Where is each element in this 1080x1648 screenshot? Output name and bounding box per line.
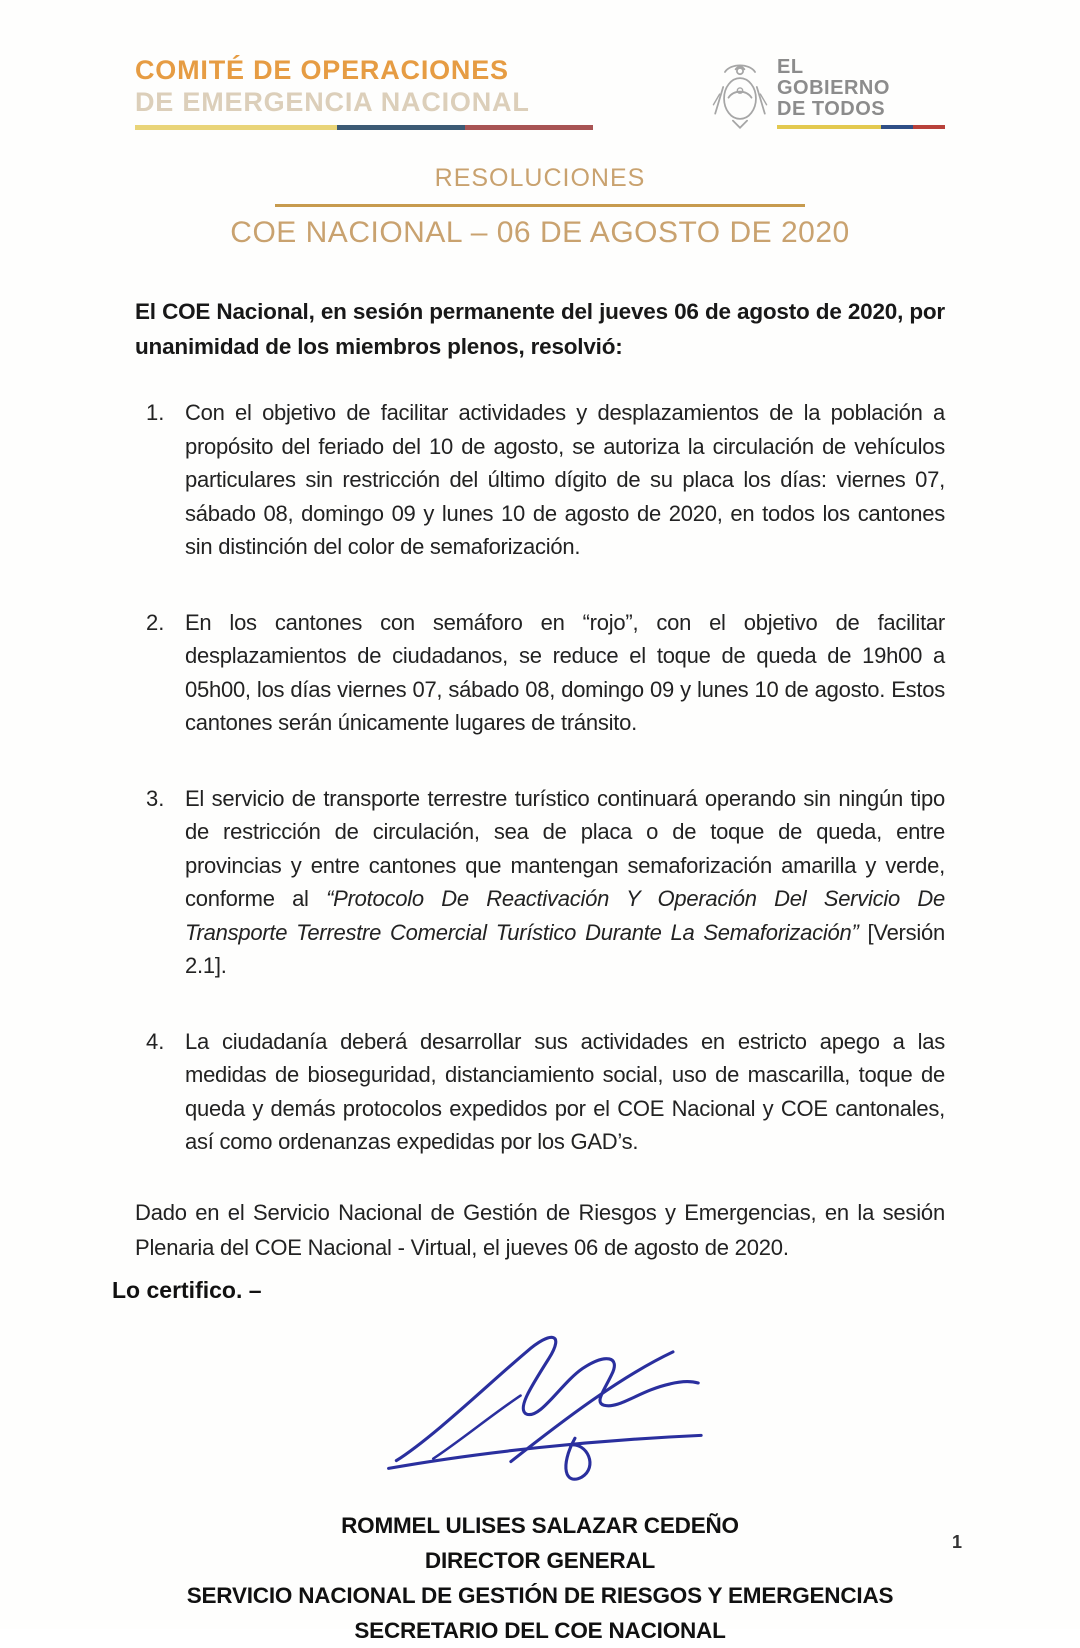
resolution-item-1 bbox=[135, 396, 945, 564]
resolution-text bbox=[185, 1025, 945, 1159]
gobierno-logo bbox=[709, 57, 945, 138]
resolution-number: 4. bbox=[146, 1028, 165, 1054]
resolution-1-body: Con el objetivo de facilitar actividades y desplazamientos de la población a propósito del feriado del 10 de agosto, se autoriza la circulación de vehículos particulares sin restricción del último dígito de su placa los días: viernes 07, sábado 08, domingo 09 y lunes 10 de agosto de 2020, en todos los cantones sin distinción del color de semaforización. bbox=[185, 400, 945, 559]
certify-line: Lo certifico. – bbox=[112, 1276, 262, 1303]
resolution-number: 2. bbox=[146, 609, 165, 635]
resolution-text bbox=[185, 396, 945, 564]
ecuador-coat-of-arms-icon bbox=[709, 57, 771, 138]
gobierno-line3: DE TODOS bbox=[777, 98, 886, 120]
gov-bar-blue bbox=[881, 125, 913, 129]
resolution-item-2 bbox=[135, 606, 945, 740]
signer-block bbox=[135, 1508, 945, 1648]
gov-bar-red bbox=[913, 125, 945, 129]
resolution-3-version: [Versión 2.1]. bbox=[185, 919, 945, 978]
resolution-text bbox=[185, 606, 945, 740]
resolution-2-body: En los cantones con semáforo en “rojo”, con el objetivo de facilitar desplazamientos de ciudadanos, se reduce el toque de queda de 19h00 a 05h00, los días viernes 07, sábado 08, domingo 09 y lunes 10 de agosto. Estos cantones serán únicamente lugares de tránsito. bbox=[185, 609, 945, 735]
signer-title-1: DIRECTOR GENERAL bbox=[424, 1547, 656, 1573]
gov-bar-yellow bbox=[777, 125, 881, 129]
tricolor-red bbox=[465, 125, 593, 130]
resolution-3-body: El servicio de transporte terrestre turístico continuará operando sin ningún tipo de restricción de circulación, sea de placa o de toque de queda, entre provincias y entre cantones que mantengan semaforización amarilla y verde, conforme al bbox=[185, 785, 945, 911]
signature-area bbox=[135, 1312, 945, 1484]
resolution-4-body: La ciudadanía deberá desarrollar sus actividades en estricto apego a las medidas de bioseguridad, distanciamiento social, uso de mascarilla, toque de queda y demás protocolos expedidos por el COE Nacional y COE cantonales, así como ordenanzas expedidas por los GAD’s. bbox=[185, 1028, 945, 1154]
document-title: RESOLUCIONES bbox=[434, 164, 646, 192]
intro-paragraph: El COE Nacional, en sesión permanente del jueves 06 de agosto de 2020, por unanimidad de los miembros plenos, resolvió: bbox=[135, 299, 945, 359]
closing-paragraph: Dado en el Servicio Nacional de Gestión de Riesgos y Emergencias, en la sesión Plenaria del COE Nacional - Virtual, el jueves 06 de agosto de 2020. bbox=[135, 1199, 945, 1260]
ecuador-tricolor-bar bbox=[135, 125, 593, 130]
gobierno-line2: GOBIERNO bbox=[777, 77, 890, 99]
coe-logo-line2: DE EMERGENCIA NACIONAL bbox=[135, 87, 530, 117]
resolution-number: 3. bbox=[146, 785, 165, 811]
title-rule bbox=[275, 204, 805, 207]
resolution-text bbox=[185, 782, 945, 983]
tricolor-blue bbox=[337, 125, 465, 130]
resolution-3-protocol-title: “Protocolo De Reactivación Y Operación Del Servicio De Transporte Terrestre Comercial Turístico Durante La Semaforización” bbox=[185, 886, 946, 945]
handwritten-signature bbox=[375, 1312, 705, 1484]
document-subtitle: COE NACIONAL – 06 DE AGOSTO DE 2020 bbox=[230, 216, 850, 249]
coe-logo-line1: COMITÉ DE OPERACIONES bbox=[135, 55, 509, 85]
gobierno-text bbox=[777, 57, 945, 120]
title-block bbox=[135, 164, 945, 250]
header bbox=[135, 55, 945, 138]
resolutions-list bbox=[135, 396, 945, 1159]
resolution-item-3 bbox=[135, 782, 945, 983]
resolution-number: 1. bbox=[146, 400, 165, 425]
signer-title-3: SECRETARIO DEL COE NACIONAL bbox=[354, 1617, 726, 1643]
gobierno-line1: EL bbox=[777, 56, 804, 78]
gobierno-tricolor-bar bbox=[777, 125, 945, 129]
page-number: 1 bbox=[952, 1532, 963, 1552]
coe-logo bbox=[135, 55, 605, 130]
signer-title-2: SERVICIO NACIONAL DE GESTIÓN DE RIESGOS Y EMERGENCIAS bbox=[186, 1582, 894, 1608]
resolution-item-4 bbox=[135, 1025, 945, 1159]
tricolor-yellow bbox=[135, 125, 337, 130]
signer-name: ROMMEL ULISES SALAZAR CEDEÑO bbox=[341, 1512, 739, 1538]
